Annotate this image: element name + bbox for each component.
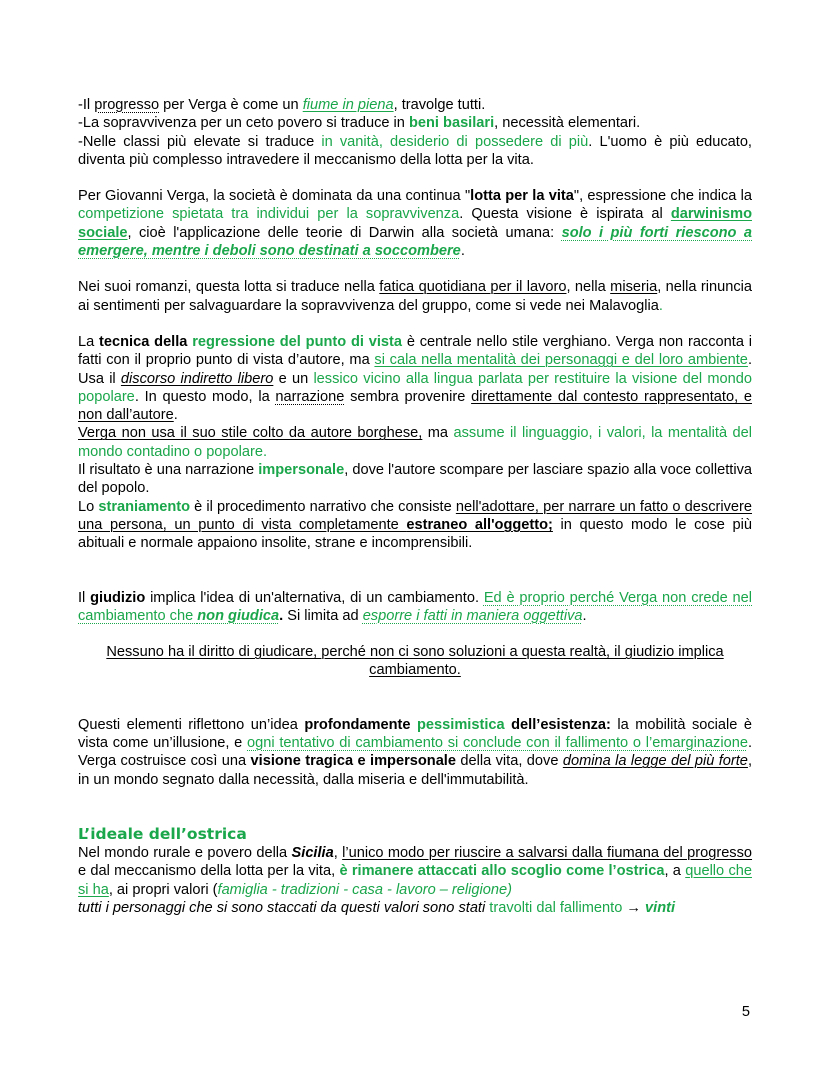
nessuno-statement [78, 643, 752, 680]
unico-modo-phrase: l’unico modo per riuscire a salvarsi dalla fiumana del progresso [342, 844, 753, 861]
progresso-term: progresso [94, 97, 160, 113]
text: Questi elementi riflettono un’idea [78, 716, 305, 733]
ed-e-proprio-phrase: Ed è proprio perché Verga non crede nel cambiamento che [78, 589, 752, 624]
domina-phrase: domina la legge del più forte [562, 753, 748, 770]
forti-phrase: solo i più forti riescono a emergere, mentre i deboli sono destinati a soccombere [78, 224, 752, 260]
text: , dove l'autore scompare per lasciare spazio alla voce collettiva del popolo. [78, 462, 752, 497]
text: , cioè l'applicazione delle teorie di Darwin alla società umana: [127, 224, 562, 241]
text: Nel mondo rurale e povero della [78, 844, 292, 861]
fiume-in-piena: fiume in piena [302, 97, 394, 113]
estraneo-phrase: estraneo all'oggetto; [406, 516, 553, 533]
rimanere-phrase: è rimanere attaccati allo scoglio come l’ostrica [339, 863, 665, 880]
text: , ai propri valori ( [108, 881, 218, 898]
valori-list: famiglia - tradizioni - casa - lavoro – religione) [217, 881, 512, 898]
verga-non-phrase: Verga non usa il suo stile colto da autore borghese, [78, 425, 423, 442]
vinti-term: vinti [645, 899, 676, 916]
ogni-tentativo-phrase: ogni tentativo di cambiamento si conclude con il fallimento o l’emarginazione [247, 735, 748, 752]
nessuno-text: Nessuno ha il diritto di giudicare, perché non ci sono soluzioni a questa realtà, il giudizio implica cambiamento. [106, 644, 724, 679]
text: -La sopravvivenza per un ceto povero si traduce in [78, 115, 409, 132]
visione-tragica: visione tragica e impersonale [250, 753, 456, 770]
fatica-phrase: fatica quotidiana per il lavoro [379, 279, 567, 296]
text: -Nelle classi più elevate si traduce [78, 133, 322, 150]
text: , [333, 844, 343, 861]
cala-phrase: si cala nella mentalità dei personaggi e del loro ambiente [374, 352, 748, 369]
non-giudica: non giudica [197, 607, 280, 624]
quello-che-si-ha: quello che si ha [78, 863, 752, 898]
text: Nei suoi romanzi, questa lotta si traduce nella [78, 279, 380, 296]
paragraph-verga-stile [78, 424, 752, 461]
text: , nella rinuncia ai sentimenti per salvaguardare la sopravvivenza del gruppo, come si vede nei Malavoglia [78, 279, 753, 314]
text: , nella [566, 279, 611, 296]
text: . [460, 243, 465, 260]
text: Il risultato è una narrazione [78, 462, 259, 479]
paragraph-ostrica [78, 844, 752, 899]
lotta-per-la-vita: lotta per la vita [470, 188, 574, 205]
document-body [78, 96, 752, 917]
text: , a [664, 863, 686, 880]
impersonale-term: impersonale [258, 462, 345, 479]
paragraph-giudizio [78, 589, 752, 626]
narrazione-term: narrazione [275, 388, 345, 405]
text: La [78, 333, 100, 350]
text: Per Giovanni Verga, la società è dominata da una continua " [78, 188, 471, 205]
regressione-term: regressione del punto di vista [192, 333, 403, 350]
text: implica l'idea di un'alternativa, di un cambiamento. [145, 589, 484, 606]
text: , in un mondo segnato dalla necessità, dalla miseria e dell'immutabilità. [78, 753, 752, 788]
text: . Usa il [78, 352, 752, 387]
text: Il [78, 589, 91, 606]
adottare-phrase: nell'adottare, per narrare un fatto o descrivere una persona, un punto di vista completamente [78, 498, 752, 533]
discorso-indiretto-libero: discorso indiretto libero [120, 370, 274, 387]
text: in questo modo le cose più abituali e normale appaiono insolite, strane e incomprensibili. [78, 516, 752, 552]
paragraph-straniamento [78, 498, 752, 553]
section-heading-ostrica: L’ideale dell’ostrica [78, 824, 247, 843]
straniamento-term: straniamento [98, 498, 191, 515]
page-number: 5 [741, 1004, 750, 1020]
esistenza-term: dell’esistenza: [504, 716, 611, 733]
text: ", espressione che indica la [573, 188, 753, 205]
intro-line-1 [78, 96, 752, 114]
assume-phrase: assume il linguaggio, i valori, la mentalità del mondo contadino o popolare. [78, 425, 752, 460]
profondamente-term: profondamente [304, 716, 418, 733]
competizione-phrase: competizione spietata tra individui per la sopravvivenza [78, 206, 460, 223]
text: . [173, 407, 178, 424]
text: Lo [78, 498, 99, 515]
tutti-personaggi: tutti i personaggi che si sono staccati da questi valori sono stati [78, 899, 490, 916]
travolti-phrase: travolti dal fallimento [489, 899, 623, 916]
text: sembra provenire [344, 388, 472, 405]
text: è centrale nello stile verghiano. Verga non racconta i fatti con il proprio punto di vista d’autore, ma [78, 333, 752, 369]
tecnica-term: tecnica della [99, 333, 193, 350]
text: -Il [78, 97, 95, 113]
darwinismo-sociale: darwinismo sociale [78, 206, 752, 241]
text: . [279, 607, 284, 624]
text: . [658, 297, 663, 314]
intro-line-2 [78, 114, 752, 132]
sicilia-term: Sicilia [291, 844, 334, 861]
lessico-phrase: lessico vicino alla lingua parlata per restituire la visione del mondo popolare [78, 370, 752, 405]
text: la mobilità sociale è vista come un’illusione, e [78, 716, 752, 752]
paragraph-lotta [78, 187, 752, 260]
giudizio-term: giudizio [90, 589, 146, 606]
text: ma [422, 425, 454, 442]
paragraph-tecnica [78, 333, 752, 424]
text: della vita, dove [455, 753, 563, 770]
vanita-phrase: in vanità, desiderio di possedere di più [321, 133, 589, 150]
paragraph-risultato [78, 461, 752, 498]
paragraph-personaggi [78, 899, 752, 917]
beni-basilari: beni basilari [408, 115, 495, 132]
miseria-term: miseria [610, 279, 658, 296]
text: e dal meccanismo della lotta per la vita, [78, 863, 340, 880]
intro-line-3 [78, 133, 752, 170]
text: . In questo modo, la [134, 388, 276, 405]
pessimistica-term: pessimistica [417, 716, 505, 733]
text: , travolge tutti. [393, 97, 486, 113]
text: . [582, 607, 587, 624]
text: . L'uomo è più educato, diventa più complesso intravedere il meccanismo della lotta per la vita. [78, 133, 752, 168]
text: Si limita ad [283, 607, 363, 624]
text: . Verga costruisce così una [78, 735, 753, 770]
text: e un [273, 370, 314, 387]
esporre-phrase: esporre i fatti in maniera oggettiva [362, 607, 583, 624]
arrow-icon: → [622, 899, 646, 916]
text: per Verga è come un [159, 97, 303, 113]
direttamente-phrase: direttamente dal contesto rappresentato, e non dall’autore [78, 388, 752, 424]
text: . Questa visione è ispirata al [459, 206, 671, 223]
text: , necessità elementari. [494, 115, 641, 132]
paragraph-elementi [78, 716, 752, 789]
text: è il procedimento narrativo che consiste [190, 498, 456, 515]
paragraph-romanzi [78, 278, 752, 315]
